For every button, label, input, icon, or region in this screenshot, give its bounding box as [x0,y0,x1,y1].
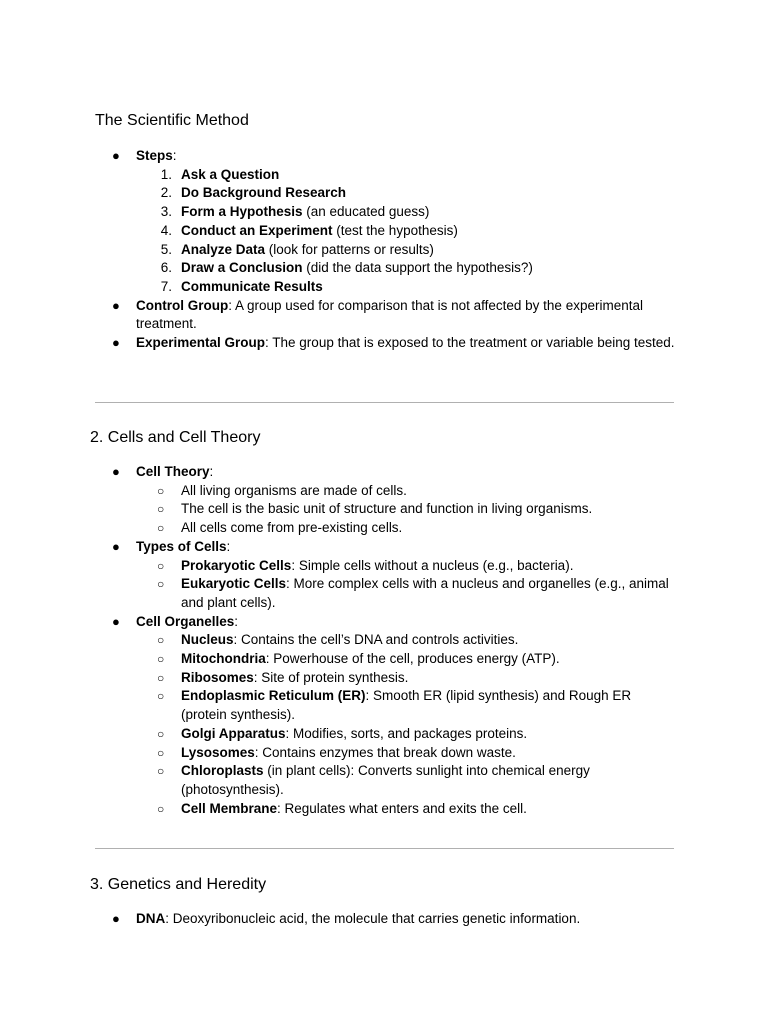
term: Cell Theory [136,464,210,479]
list-item [0,575,768,612]
list-item [0,762,768,799]
term: Control Group [136,297,229,313]
term: Nucleus [181,632,234,648]
step-number: 4. [160,222,172,238]
term: Analyze Data [181,241,266,257]
definition: The cell is the basic unit of structure and function in living organisms. [181,501,593,517]
list-item [0,147,768,166]
definition: (test the hypothesis) [332,222,458,238]
term: Ribosomes [181,669,254,685]
scientific-method-list [0,147,768,353]
term: Eukaryotic Cells [181,576,287,592]
definition: : Simple cells without a nucleus (e.g., bacteria). [291,557,574,573]
definition: : Deoxyribonucleic acid, the molecule that carries genetic information. [165,911,581,926]
bullet-icon: ● [112,148,120,163]
genetics-list [0,910,768,929]
list-item [0,538,768,557]
list-item [0,910,768,929]
definition: : A group used for comparison that is not affected by the experimental treatment. [136,297,643,332]
list-item [0,334,768,353]
definition: : Site of protein synthesis. [253,669,409,685]
term: Communicate Results [181,278,323,294]
list-item [0,725,768,744]
step-number: 5. [160,241,172,257]
definition: : More complex cells with a nucleus and organelles (e.g., animal and plant cells). [181,576,669,610]
definition: : [209,464,214,479]
definition: : Modifies, sorts, and packages proteins. [285,725,528,741]
term: Endoplasmic Reticulum (ER) [181,688,366,704]
sub-bullet-icon: ○ [157,764,165,779]
section-heading: 3. Genetics and Heredity [90,876,267,893]
list-item [0,184,768,203]
list-item [0,241,768,260]
horizontal-rule [95,848,674,849]
definition: : Powerhouse of the cell, produces energy (ATP). [265,651,560,667]
sub-bullet-icon: ○ [157,726,165,741]
list-item [0,800,768,819]
term: Form a Hypothesis [181,204,303,220]
definition: : [172,148,177,163]
sub-bullet-icon: ○ [157,652,165,667]
list-item [0,259,768,278]
definition: : Contains the cell’s DNA and controls activities. [233,632,519,648]
definition: : Regulates what enters and exits the cell. [277,800,527,816]
term: Chloroplasts [181,763,264,779]
definition: (did the data support the hypothesis?) [302,260,533,276]
term: Ask a Question [181,166,280,182]
list-item [0,278,768,297]
term: Conduct an Experiment [181,222,333,238]
step-number: 7. [160,278,172,294]
list-item [0,203,768,222]
sub-bullet-icon: ○ [157,502,165,517]
definition: (in plant cells): Converts sunlight into chemical energy (photosynthesis). [181,763,590,797]
bullet-icon: ● [112,464,120,479]
definition: All cells come from pre-existing cells. [181,520,403,536]
bullet-icon: ● [112,613,120,629]
term: Experimental Group [136,335,266,351]
sub-bullet-icon: ○ [157,670,165,685]
list-item [0,687,768,724]
list-item [0,297,768,334]
term: Steps [136,148,173,163]
sub-bullet-icon: ○ [157,745,165,760]
step-number: 3. [160,204,172,220]
section-heading: 2. Cells and Cell Theory [90,429,261,446]
definition: (look for patterns or results) [265,241,434,257]
term: Cell Membrane [181,800,278,816]
term: Mitochondria [181,651,266,667]
bullet-icon: ● [112,911,120,926]
term: Cell Organelles [136,613,235,629]
cell-theory-list [0,463,768,818]
list-item [0,222,768,241]
bullet-icon: ● [112,538,120,554]
sub-bullet-icon: ○ [157,483,165,498]
list-item [0,166,768,185]
section-heading: The Scientific Method [95,112,249,129]
sub-bullet-icon: ○ [157,801,165,816]
term: Prokaryotic Cells [181,557,292,573]
term: Do Background Research [181,185,347,201]
list-item [0,650,768,669]
sub-bullet-icon: ○ [157,689,165,704]
sub-bullet-icon: ○ [157,521,165,536]
term: DNA [136,911,166,926]
list-item [0,463,768,482]
definition: : [234,613,239,629]
term: Lysosomes [181,744,255,760]
step-number: 6. [160,260,172,276]
step-number: 1. [160,166,172,182]
list-item [0,613,768,632]
list-item [0,557,768,576]
sub-bullet-icon: ○ [157,577,165,592]
sub-bullet-icon: ○ [157,633,165,648]
list-item [0,744,768,763]
definition: (an educated guess) [302,204,430,220]
definition: : Contains enzymes that break down waste. [254,744,516,760]
bullet-icon: ● [112,335,120,351]
list-item [0,500,768,519]
term: Types of Cells [136,538,227,554]
term: Golgi Apparatus [181,725,286,741]
list-item [0,669,768,688]
list-item [0,519,768,538]
definition: All living organisms are made of cells. [181,482,407,498]
definition: : [226,538,231,554]
bullet-icon: ● [112,297,120,313]
definition: : Smooth ER (lipid synthesis) and Rough ER (protein synthesis). [181,688,632,723]
list-item [0,631,768,650]
step-number: 2. [160,185,172,201]
list-item [0,482,768,501]
sub-bullet-icon: ○ [157,558,165,573]
definition: : The group that is exposed to the treatment or variable being tested. [265,335,675,351]
term: Draw a Conclusion [181,260,303,276]
horizontal-rule [95,402,674,403]
